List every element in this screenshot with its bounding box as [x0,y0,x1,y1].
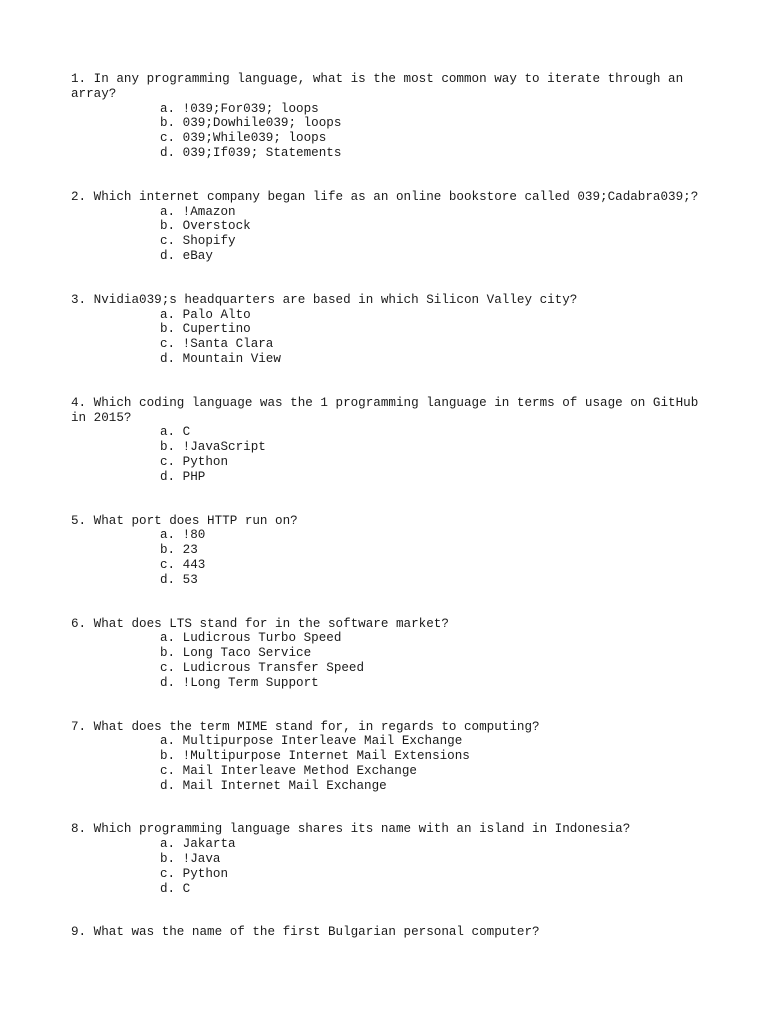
question-7 [71,720,711,794]
answer-option: d. C [160,881,191,896]
answer-option: b. !JavaScript [160,440,266,455]
question-3 [71,293,711,367]
answer-option: b. !Java [160,852,221,867]
answer-option: b. Long Taco Service [160,646,312,661]
answer-option: b. !Multipurpose Internet Mail Extensions [160,749,470,764]
answer-option: a. !Amazon [160,204,236,219]
answer-option: c. 443 [160,557,206,572]
answer-option: d. Mountain View [160,351,281,366]
quiz-document [71,72,711,969]
answer-option: c. Shopify [160,234,236,249]
question-1 [71,72,711,161]
answer-option: c. !Santa Clara [160,337,274,352]
answer-option: c. Mail Interleave Method Exchange [160,763,417,778]
answer-option: d. eBay [160,248,213,263]
answer-option: a. Multipurpose Interleave Mail Exchange [160,734,463,749]
answer-option: d. !Long Term Support [160,675,319,690]
answer-option: a. !039;For039; loops [160,101,319,116]
question-text: 6. What does LTS stand for in the software market? [71,616,449,631]
question-text: 8. Which programming language shares its name with an island in Indonesia? [71,822,631,837]
answer-options [71,734,711,793]
answer-option: c. 039;While039; loops [160,131,327,146]
answer-option: a. Palo Alto [160,307,251,322]
answer-option: c. Python [160,866,229,881]
answer-option: d. 53 [160,572,198,587]
answer-option: a. Jakarta [160,837,236,852]
answer-option: c. Python [160,454,229,469]
question-text: 7. What does the term MIME stand for, in regards to computing? [71,719,540,734]
answer-option: d. 039;If039; Statements [160,145,342,160]
answer-options [71,308,711,367]
question-2 [71,190,711,264]
answer-option: a. C [160,425,191,440]
answer-options [71,102,711,161]
answer-option: a. !80 [160,528,206,543]
answer-option: a. Ludicrous Turbo Speed [160,631,342,646]
answer-option: b. Cupertino [160,322,251,337]
question-6 [71,617,711,691]
question-text: 1. In any programming language, what is the most common way to iterate through an array? [71,72,691,101]
question-text: 4. Which coding language was the 1 programming language in terms of usage on GitHub in 2015? [71,395,706,425]
answer-options [71,425,711,484]
question-text: 9. What was the name of the first Bulgarian personal computer? [71,925,540,940]
answer-options [71,205,711,264]
question-text: 5. What port does HTTP run on? [71,513,298,528]
answer-option: d. PHP [160,469,206,484]
question-8 [71,822,711,896]
answer-option: b. 23 [160,543,198,558]
answer-options [71,528,711,587]
answer-options [71,631,711,690]
answer-option: d. Mail Internet Mail Exchange [160,778,387,793]
question-text: 3. Nvidia039;s headquarters are based in which Silicon Valley city? [71,292,578,307]
question-text: 2. Which internet company began life as an online bookstore called 039;Cadabra039;? [71,189,699,204]
question-9 [71,925,711,940]
answer-option: c. Ludicrous Transfer Speed [160,660,365,675]
answer-options [71,837,711,896]
answer-option: b. Overstock [160,219,251,234]
question-4 [71,396,711,485]
answer-option: b. 039;Dowhile039; loops [160,116,342,131]
question-5 [71,514,711,588]
